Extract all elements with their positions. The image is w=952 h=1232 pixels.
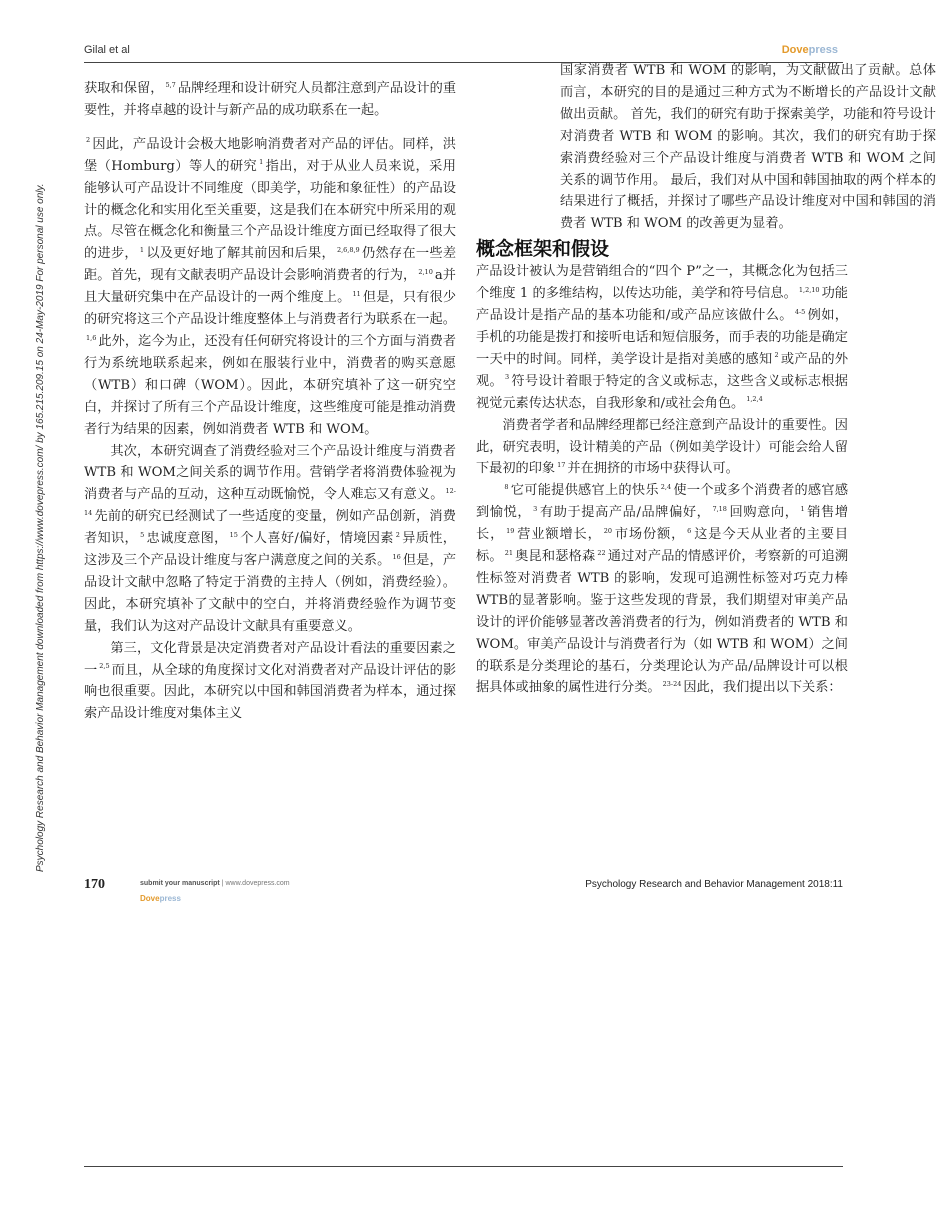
citation[interactable]: 2 bbox=[86, 136, 91, 145]
text: 营业额增长， bbox=[516, 527, 602, 543]
text: 此外，迄今为止，还没有任何研究将设计的三个方面与消费者行为系统地联系起来，例如在服装行业中，消费者的购买意愿（WTB）和口碑（WOM）。因此，本研究填补了这一研究空白，并探讨了所有三个产品设计维度，这些维度可能是推动消费者行为结果的因素，例如消费者 WTB 和 WOM。 bbox=[84, 333, 456, 437]
logo-part-dove: Dove bbox=[781, 44, 809, 56]
text: 仍然存在一些差距。首先，现有文献表明产品设计会影响消费者的行为， bbox=[84, 246, 457, 284]
citation[interactable]: 2,6,8,9 bbox=[336, 245, 360, 254]
citation[interactable]: 1,6 bbox=[86, 333, 97, 342]
citation[interactable]: 1,2,4 bbox=[746, 395, 763, 404]
text: 第三，文化背景是决定消费者对产品设计看法的重要因素之一 bbox=[84, 640, 456, 678]
right-column-lower bbox=[476, 237, 848, 699]
paragraph bbox=[84, 441, 456, 638]
citation[interactable]: 2,4 bbox=[660, 482, 672, 491]
logo-part-dove: Dove bbox=[140, 894, 160, 903]
citation[interactable]: 8 bbox=[504, 482, 509, 491]
citation[interactable]: 23-24 bbox=[662, 680, 682, 689]
right-column bbox=[476, 60, 936, 699]
citation[interactable]: 3 bbox=[504, 373, 510, 382]
journal-citation: Psychology Research and Behavior Management 2018:11 bbox=[585, 879, 843, 890]
citation[interactable]: 2 bbox=[395, 530, 400, 539]
separator: | bbox=[219, 880, 226, 887]
text: 异质性，这涉及三个产品设计维度与客户满意度之间的关系。 bbox=[84, 531, 456, 569]
citation[interactable]: 1,2,10 bbox=[798, 285, 820, 294]
citation[interactable]: 21 bbox=[504, 548, 513, 557]
text: 这是今天从业者的主要目标。 bbox=[476, 527, 849, 565]
text: 而且，从全球的角度探讨文化对消费者对产品设计评估的影响也很重要。因此，本研究以中国和韩国消费者为样本，通过探索产品设计维度对集体主义 bbox=[84, 662, 457, 722]
citation[interactable]: 5,7 bbox=[165, 80, 176, 89]
text: 因此，产品设计会极大地影响消费者对产品的评估。同样，洪堡（Homburg）等人的研究 bbox=[84, 136, 456, 174]
citation[interactable]: 16 bbox=[392, 552, 401, 561]
text: 个人喜好/偏好，情境因素 bbox=[239, 531, 394, 547]
text: 它可能提供感官上的快乐 bbox=[510, 483, 659, 499]
running-head-author: Gilal et al bbox=[84, 44, 130, 56]
text: 品牌经理和设计研究人员都注意到产品设计的重要性，并将卓越的设计与新产品的成功联系在一起。 bbox=[84, 81, 457, 118]
page-number: 170 bbox=[84, 877, 105, 892]
text: 获取和保留， bbox=[84, 81, 164, 96]
text: 或产品的外观。 bbox=[476, 351, 849, 389]
citation[interactable]: 1 bbox=[800, 504, 805, 513]
citation[interactable]: 1 bbox=[139, 245, 145, 254]
text: 先前的研究已经测试了一些适度的变量，例如产品创新，消费者知识， bbox=[84, 509, 456, 547]
text: 指出，对于从业人员来说，采用能够认可产品设计不同维度（即美学，功能和象征性）的产品设计的概念化和实用化至关重要，这是我们在本研究中所采用的观点。尽管在概念化和衡量三个产品设计维度方面已经取得了很大的进步， bbox=[84, 158, 456, 262]
paragraph bbox=[476, 261, 848, 414]
watermark-text: Psychology Research and Behavior Management downloaded from https://www.dovepress.com/ by 165.215.209.15 on 24-May-2019 For personal use only. bbox=[35, 183, 46, 872]
text: 例如，手机的功能是拨打和接听电话和短信服务，而手表的功能是确定一天中的时间。同样，美学设计是指对美感的感知 bbox=[476, 308, 848, 367]
text: 功能产品设计是指产品的基本功能和/或产品应该做什么。 bbox=[476, 286, 848, 324]
text: 通过对产品的情感评价，考察新的可追溯性标签对消费者 WTB 的影响，发现可追溯性标签对巧克力棒 WTB的显著影响。鉴于这些发现的背景，我们期望对审美产品设计的评价能够显著改善消费者的行为，例如消费者的 WTB 和 WOM。审美产品设计与消费者行为（如 WTB 和 WOM）之间的联系是分类理论的基石，分类理论认为产品/品牌设计可以根据具体或抽象的属性进行分类。 bbox=[476, 549, 849, 696]
citation[interactable]: 20 bbox=[603, 526, 612, 535]
citation[interactable]: 6 bbox=[687, 526, 692, 535]
citation[interactable]: 22 bbox=[597, 548, 606, 557]
bottom-divider bbox=[84, 1166, 843, 1167]
citation[interactable]: 4-5 bbox=[794, 307, 806, 316]
text: 国家消费者 WTB 和 WOM 的影响，为文献做出了贡献。总体而言，本研究的目的是通过三种方式为不断增长的产品设计文献做出贡献。 首先，我们的研究有助于探索美学，功能和符号设计对消费者 WTB 和 WOM 的影响。其次，我们的研究有助于探索消费经验对三个产品设计维度与消费者 WTB 和 WOM 之间关系的调节作用。 最后，我们对从中国和韩国抽取的两个样本的结果进行了概括，并探讨了哪些产品设计维度对中国和韩国的消费者 WTB 和 WOM 的改善更为显着。 bbox=[560, 63, 936, 232]
citation[interactable]: 3 bbox=[533, 504, 538, 513]
paragraph bbox=[476, 60, 936, 235]
text: 有助于提高产品/品牌偏好， bbox=[539, 505, 711, 521]
text: 回购意向， bbox=[728, 505, 799, 521]
paragraph bbox=[476, 415, 848, 481]
text: 市场份额， bbox=[613, 527, 686, 543]
publisher-logo[interactable] bbox=[782, 44, 838, 56]
text: 但是，只有很少的研究将这三个产品设计维度整体上与消费者行为联系在一起。 bbox=[84, 290, 457, 328]
text: 忠诚度意图， bbox=[146, 531, 228, 547]
paragraph bbox=[84, 134, 456, 441]
citation[interactable]: 11 bbox=[352, 289, 361, 298]
submit-manuscript-link[interactable] bbox=[140, 880, 290, 887]
logo-part-press: press bbox=[808, 44, 838, 56]
logo-part-press: press bbox=[159, 894, 181, 903]
text: 销售增长， bbox=[476, 505, 849, 543]
citation[interactable]: 1 bbox=[259, 158, 264, 167]
submit-url[interactable]: www.dovepress.com bbox=[225, 880, 290, 887]
text: 使一个或多个消费者的感官感到愉悦， bbox=[476, 483, 849, 521]
text: 其次，本研究调查了消费经验对三个产品设计维度与消费者 WTB 和 WOM之间关系的调节作用。营销学者将消费体验视为消费者与产品的互动，这种互动既愉悦，令人难忘又有意义。 bbox=[84, 443, 456, 503]
paragraph bbox=[84, 638, 456, 726]
text: 因此，我们提出以下关系： bbox=[683, 680, 842, 696]
section-heading: 概念框架和假设 bbox=[476, 238, 610, 261]
paragraph bbox=[84, 78, 456, 122]
text: a并且大量研究集中在产品设计的一两个维度上。 bbox=[84, 268, 456, 306]
citation[interactable]: 7,18 bbox=[712, 504, 727, 513]
citation[interactable]: 19 bbox=[506, 526, 515, 535]
paragraph-gap bbox=[84, 122, 456, 134]
footer-publisher-logo[interactable] bbox=[140, 894, 181, 903]
citation[interactable]: 5 bbox=[140, 530, 145, 539]
citation[interactable]: 12-14 bbox=[84, 486, 456, 517]
text: 但是，产品设计文献中忽略了特定于消费的主持人（例如，消费经验）。因此，本研究填补了文献中的空白，并将消费经验作为调节变量，我们认为这对产品设计文献具有重要意义。 bbox=[84, 553, 457, 634]
text: 产品设计被认为是营销组合的“四个 P”之一，其概念化为包括三个维度 1 的多维结构，以传达功能，美学和符号信息。 bbox=[476, 264, 848, 302]
citation[interactable]: 2 bbox=[774, 351, 779, 360]
citation[interactable]: 17 bbox=[557, 461, 566, 470]
citation[interactable]: 2,5 bbox=[99, 662, 110, 671]
citation[interactable]: 2,10 bbox=[418, 267, 433, 276]
text: 奥昆和瑟格森 bbox=[515, 549, 596, 565]
left-column bbox=[84, 78, 456, 725]
submit-label: submit your manuscript bbox=[140, 880, 220, 887]
paragraph bbox=[476, 480, 848, 699]
text: 并在拥挤的市场中获得认可。 bbox=[567, 461, 739, 477]
citation[interactable]: 15 bbox=[229, 530, 238, 539]
text: 以及更好地了解其前因和后果， bbox=[146, 246, 335, 262]
text: 符号设计着眼于特定的含义或标志，这些含义或标志根据视觉元素传达状态，自我形象和/或社会角色。 bbox=[476, 373, 848, 411]
text: 消费者学者和品牌经理都已经注意到产品设计的重要性。因此，研究表明，设计精美的产品（例如美学设计）可能会给人留下最初的印象 bbox=[476, 417, 848, 477]
